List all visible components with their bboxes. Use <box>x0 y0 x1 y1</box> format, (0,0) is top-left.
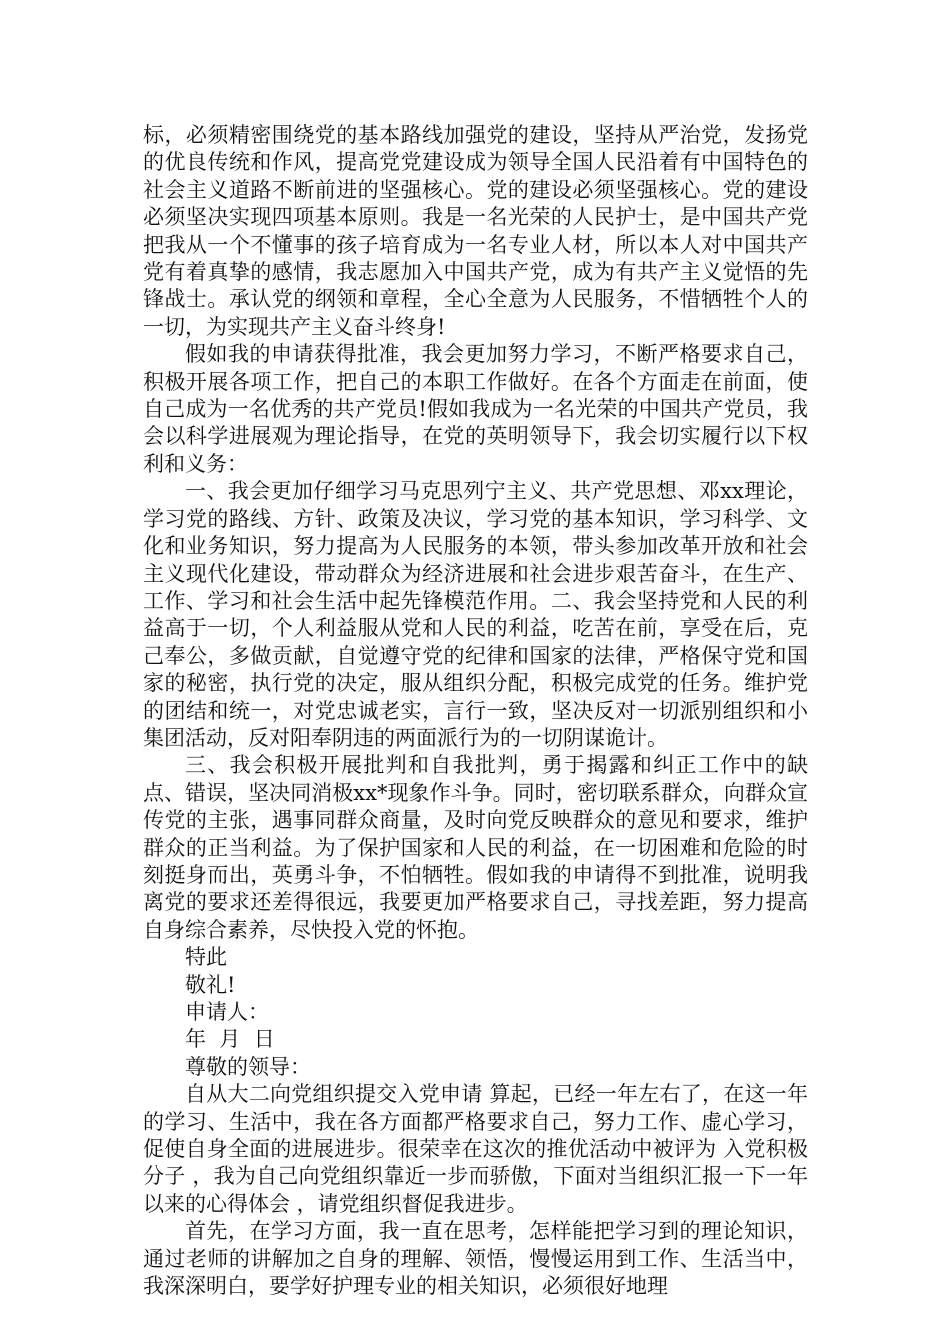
document-page <box>143 122 808 1300</box>
salutation: 尊敬的领导： <box>185 1054 311 1079</box>
closing-salute: 敬礼! <box>185 972 236 997</box>
paragraph-rights-duties-three: 三、我会积极开展批判和自我批判，勇于揭露和纠正工作中的缺点、错误，坚决同消极xx*现象作斗争。同时，密切联系群众，向群众宣传党的主张，遇事同群众商量，及时向党反映群众的意见和要求，维护群众的正当利益。为了保护国家和人民的利益，在一切困难和危险的时刻挺身而出，英勇斗争，不怕牺牲。假如我的申请得不到批准，说明我离党的要求还差得很远，我要更加严格要求自己，寻找差距，努力提高自身综合素养，尽快投入党的怀抱。 <box>143 753 808 942</box>
paragraph-rights-duties-one-two: 一、我会更加仔细学习马克思列宁主义、共产党思想、邓xx理论，学习党的路线、方针、政策及决议，学习党的基本知识，学习科学、文化和业务知识，努力提高为人民服务的本领，带头参加改革开放和社会主义现代化建设，带动群众为经济进展和社会进步艰苦奋斗，在生产、工作、学习和社会生活中起先锋模范作用。二、我会坚持党和人民的利益高于一切，个人利益服从党和人民的利益，吃苦在前，享受在后，克己奉公，多做贡献，自觉遵守党的纪律和国家的法律，严格保守党和国家的秘密，执行党的决定，服从组织分配，积极完成党的任务。维护党的团结和统一，对党忠诚老实，言行一致，坚决反对一切派别组织和小集团活动，反对阳奉阴违的两面派行为的一切阴谋诡计。 <box>143 479 808 750</box>
applicant-label: 申请人： <box>185 1000 269 1024</box>
paragraph-party-building: 标，必须精密围绕党的基本路线加强党的建设，坚持从严治党，发扬党的优良传统和作风，提高党党建设成为领导全国人民沿着有中国特色的社会主义道路不断前进的坚强核心。党的建设必须坚强核心。党的建设必须坚决实现四项基本原则。我是一名光荣的人民护士，是中国共产党把我从一个不懂事的孩子培育成为一名专业人材，所以本人对中国共产党有着真挚的感情，我志愿加入中国共产党，成为有共产主义觉悟的先锋战士。承认党的纲领和章程，全心全意为人民服务，不惜牺牲个人的一切，为实现共产主义奋斗终身! <box>143 123 808 339</box>
closing-hereby: 特此 <box>185 945 227 970</box>
paragraph-since-sophomore: 自从大二向党组织提交入党申请 算起，已经一年左右了，在这一年的学习、生活中，我在各方面都严格要求自己，努力工作、虚心学习，促使自身全面的进展进步。很荣幸在这次的推优活动中被评为 入党积极分子 ，我为自己向党组织靠近一步而骄傲，下面对当组织汇报一下一年以来的心得体会 ，请党组织督促我进步。 <box>143 1082 808 1216</box>
date-line: 年 月 日 <box>185 1027 275 1052</box>
paragraph-if-approved: 假如我的申请获得批准，我会更加努力学习，不断严格要求自己，积极开展各项工作，把自己的本职工作做好。在各个方面走在前面，使自己成为一名优秀的共产党员!假如我成为一名光荣的中国共产党员，我会以科学进展观为理论指导，在党的英明领导下，我会切实履行以下权利和义务： <box>143 342 808 476</box>
paragraph-study-aspect: 首先，在学习方面，我一直在思考，怎样能把学习到的理论知识，通过老师的讲解加之自身的理解、领悟，慢慢运用到工作、生活当中，我深深明白，要学好护理专业的相关知识，必须很好地理 <box>143 1219 808 1299</box>
